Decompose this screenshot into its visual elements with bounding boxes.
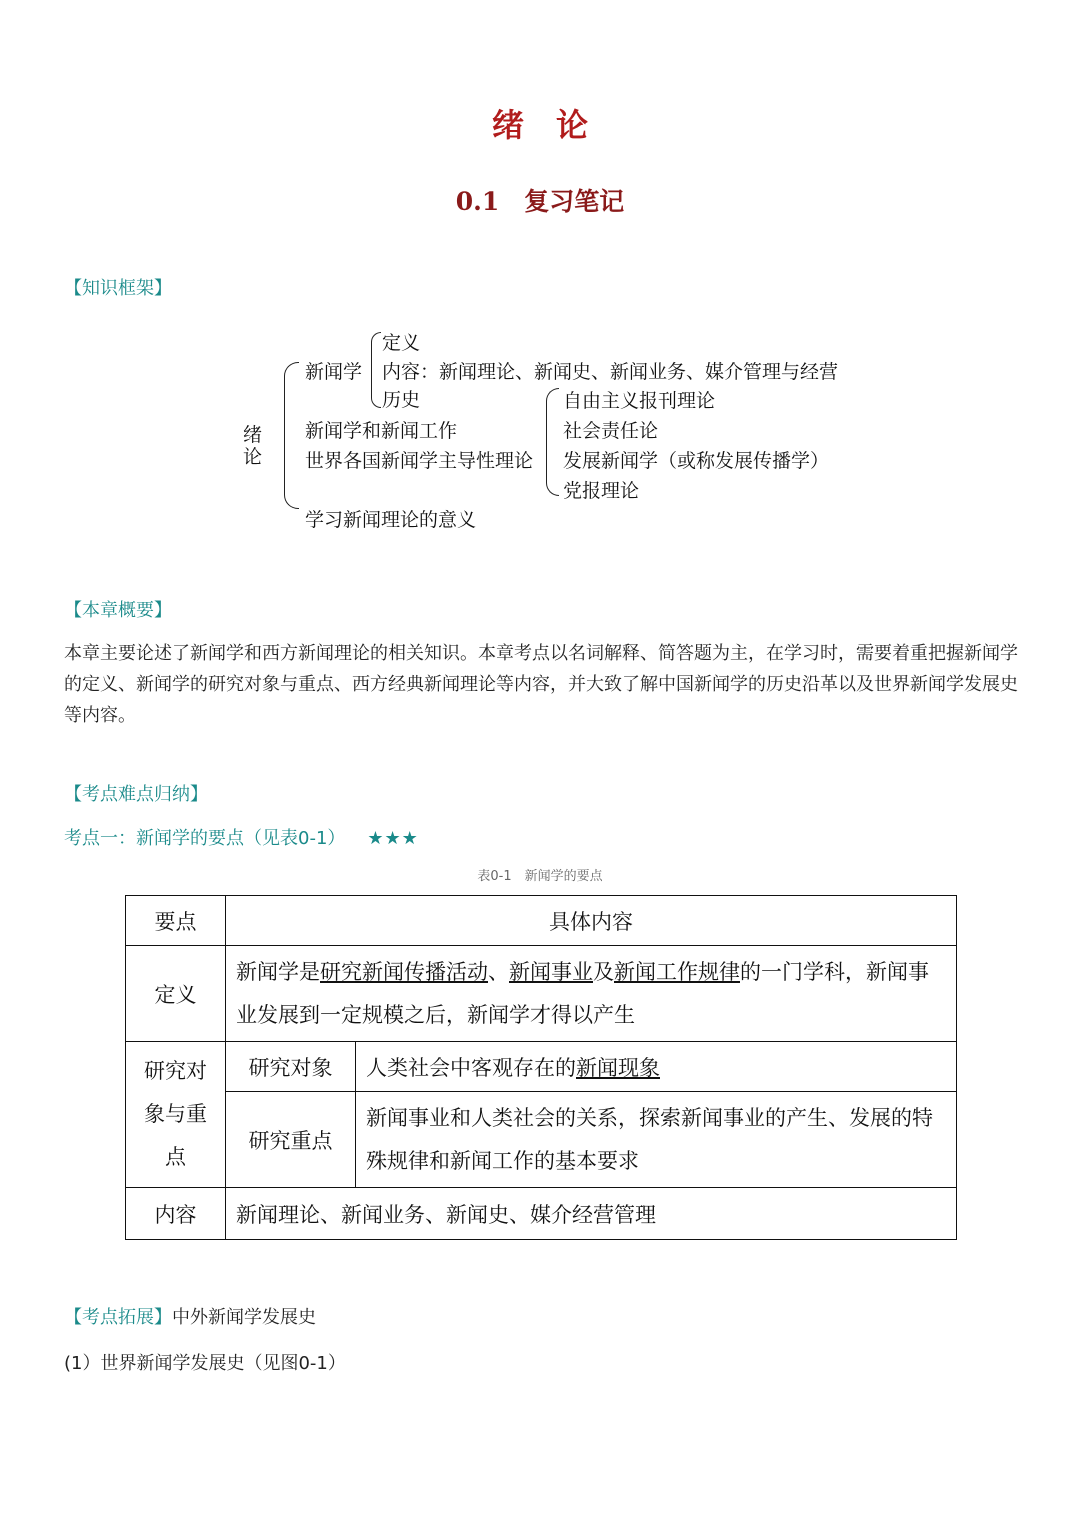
framework-item: 新闻学和新闻工作 <box>305 420 458 442</box>
table-row <box>126 1092 957 1188</box>
root-brace <box>284 362 299 509</box>
page-title: 绪 论 <box>491 106 588 144</box>
table-cell: 新闻事业和人类社会的关系，探索新闻事业的产生、发展的特殊规律和新闻工作的基本要求 <box>356 1092 957 1188</box>
table-cell: 内容 <box>126 1188 226 1240</box>
extension-heading: 【考点拓展】中外新闻学发展史 <box>64 1307 316 1328</box>
framework-sub-item: 历史 <box>382 389 421 411</box>
table-cell: 研究对象与重点 <box>126 1042 226 1188</box>
importance-stars: ★★★ <box>367 828 419 849</box>
extension-item: (1）世界新闻学发展史（见图0-1） <box>64 1353 346 1374</box>
framework-item: 学习新闻理论的意义 <box>305 509 477 531</box>
framework-xinwenxue: 新闻学 <box>305 361 363 383</box>
table-row <box>126 1188 957 1240</box>
framework-sub-item: 自由主义报刊理论 <box>563 390 716 412</box>
framework-sub-item: 内容：新闻理论、新闻史、新闻业务、媒介管理与经营 <box>382 361 839 383</box>
table-header-cell: 要点 <box>126 896 226 946</box>
summary-heading: 【本章概要】 <box>64 600 172 621</box>
table-cell: 人类社会中客观存在的新闻现象 <box>356 1042 957 1092</box>
section-title: 0.1 复习笔记 <box>455 187 625 216</box>
definition-cell: 新闻学是研究新闻传播活动、新闻事业及新闻工作规律的一门学科，新闻事业发展到一定规模之后，新闻学才得以产生 <box>226 946 957 1042</box>
table-cell: 研究对象 <box>226 1042 356 1092</box>
framework-root: 绪论 <box>243 424 263 468</box>
table-header-cell: 具体内容 <box>226 896 957 946</box>
keypoints-heading: 【考点难点归纳】 <box>64 784 208 805</box>
table-row <box>126 946 957 1042</box>
xinwenxue-brace <box>371 332 381 408</box>
framework-sub-item: 发展新闻学（或称发展传播学） <box>563 450 830 472</box>
framework-sub-item: 党报理论 <box>563 480 640 502</box>
framework-item: 世界各国新闻学主导性理论 <box>305 450 534 472</box>
keypoint-1-title <box>64 824 419 850</box>
table-row <box>126 896 957 946</box>
summary-text: 本章主要论述了新闻学和西方新闻理论的相关知识。本章考点以名词解释、简答题为主，在学习时，需要着重把握新闻学的定义、新闻学的研究对象与重点、西方经典新闻理论等内容，并大致了解中国新闻学的历史沿革以及世界新闻学发展史等内容。 <box>64 643 1018 726</box>
table-row <box>126 1042 957 1092</box>
theory-brace <box>546 388 559 496</box>
framework-heading: 【知识框架】 <box>64 278 172 299</box>
framework-sub-item: 定义 <box>382 332 421 354</box>
keypoint-1-label: 考点一：新闻学的要点（见表0-1） <box>64 828 346 849</box>
table-cell: 研究重点 <box>226 1092 356 1188</box>
table-cell: 定义 <box>126 946 226 1042</box>
table-cell: 新闻理论、新闻业务、新闻史、媒介经营管理 <box>226 1188 957 1240</box>
keypoints-table <box>125 895 957 1240</box>
framework-sub-item: 社会责任论 <box>563 420 659 442</box>
table-caption: 表0-1 新闻学的要点 <box>477 869 603 884</box>
